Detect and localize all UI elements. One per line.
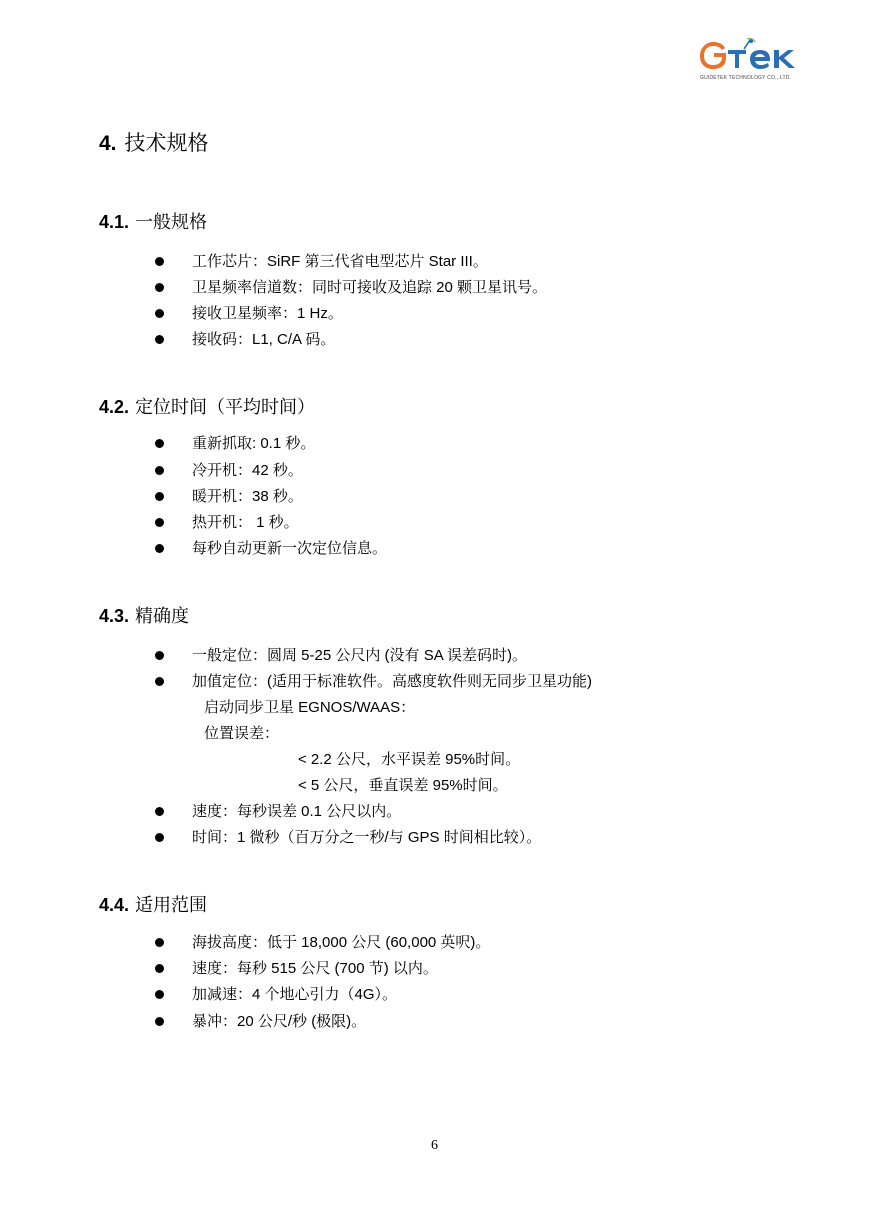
bullet-icon <box>155 964 164 973</box>
bullet-icon <box>155 439 164 448</box>
gtek-logo-mark <box>700 38 818 74</box>
note-line: 启动同步卫星 EGNOS/WAAS： <box>204 699 416 716</box>
bullet-icon <box>155 518 164 527</box>
page-number: 6 <box>431 1138 438 1153</box>
section-number: 4. <box>99 132 117 155</box>
bullet-icon <box>155 309 164 318</box>
subsection-title: 精确度 <box>135 606 190 626</box>
subsection-heading-4-2 <box>99 395 315 419</box>
document-page: GUIDETEK TECHNOLOGY CO., LTD. 4. 技术规格 4.1. 一般规格 工作芯片：SiRF 第三代省电型芯片 Star III。 卫星频率信道数：同时可接收及追踪 20 颗卫星讯号。 接收卫星频率：1 Hz。 接收码：L1, C/A 码。 4.2. 定位时间（平均时间） 重新抓取: 0.1 秒。 冷开机：42 秒。 暖开机：38 秒。 热开机： 1 秒。 每秒自动更新一次定位信息。 4.3. 精确度 一般定位：圆周 5-25 公尺内 (没有 SA 误差码时)。 加值定位：(适用于标准软件。高感度软件则无同步卫星功能) 启动同步卫星 EGNOS/WAAS： 位置误差： < 2.2 公尺，水平误差 95%时间。 < 5 公尺，垂直误差 95%时间。 速度：每秒误差 0.1 公尺以内。 时间：1 微秒（百万分之一秒/与 GPS 时间相比较）。 4.4. 适用范围 海拔高度：低于 18,000 公尺 (60,000 英呎)。 速度：每秒 515 公尺 (700 节) 以内。 加减速：4 个地心引力（4G）。 暴冲：20 公尺/秒 (极限)。 6 <box>0 0 869 1228</box>
section-heading <box>99 130 209 158</box>
bullet-icon <box>155 335 164 344</box>
bullet-icon <box>155 283 164 292</box>
bullet-icon <box>155 651 164 660</box>
subsection-heading-4-4 <box>99 893 207 917</box>
note-line: 位置误差： <box>204 725 280 742</box>
note-line: < 2.2 公尺，水平误差 95%时间。 <box>298 751 521 768</box>
bullet-icon <box>155 257 164 266</box>
bullet-icon <box>155 544 164 553</box>
subsection-title: 一般规格 <box>135 212 208 232</box>
bullet-icon <box>155 466 164 475</box>
logo-subtitle: GUIDETEK TECHNOLOGY CO., LTD. <box>700 75 792 81</box>
bullet-icon <box>155 1017 164 1026</box>
bullet-icon <box>155 807 164 816</box>
subsection-title: 适用范围 <box>135 895 208 915</box>
bullet-icon <box>155 492 164 501</box>
section-title: 技术规格 <box>124 132 209 155</box>
bullet-icon <box>155 990 164 999</box>
subsection-number: 4.1. <box>99 212 130 232</box>
subsection-number: 4.4. <box>99 895 130 915</box>
subsection-heading-4-3 <box>99 604 189 628</box>
note-line: < 5 公尺，垂直误差 95%时间。 <box>298 777 508 794</box>
bullet-icon <box>155 938 164 947</box>
subsection-number: 4.2. <box>99 397 130 417</box>
subsection-heading-4-1 <box>99 210 207 234</box>
bullet-icon <box>155 677 164 686</box>
bullet-icon <box>155 833 164 842</box>
subsection-number: 4.3. <box>99 606 130 626</box>
company-logo <box>700 38 818 86</box>
subsection-title: 定位时间（平均时间） <box>135 397 316 417</box>
